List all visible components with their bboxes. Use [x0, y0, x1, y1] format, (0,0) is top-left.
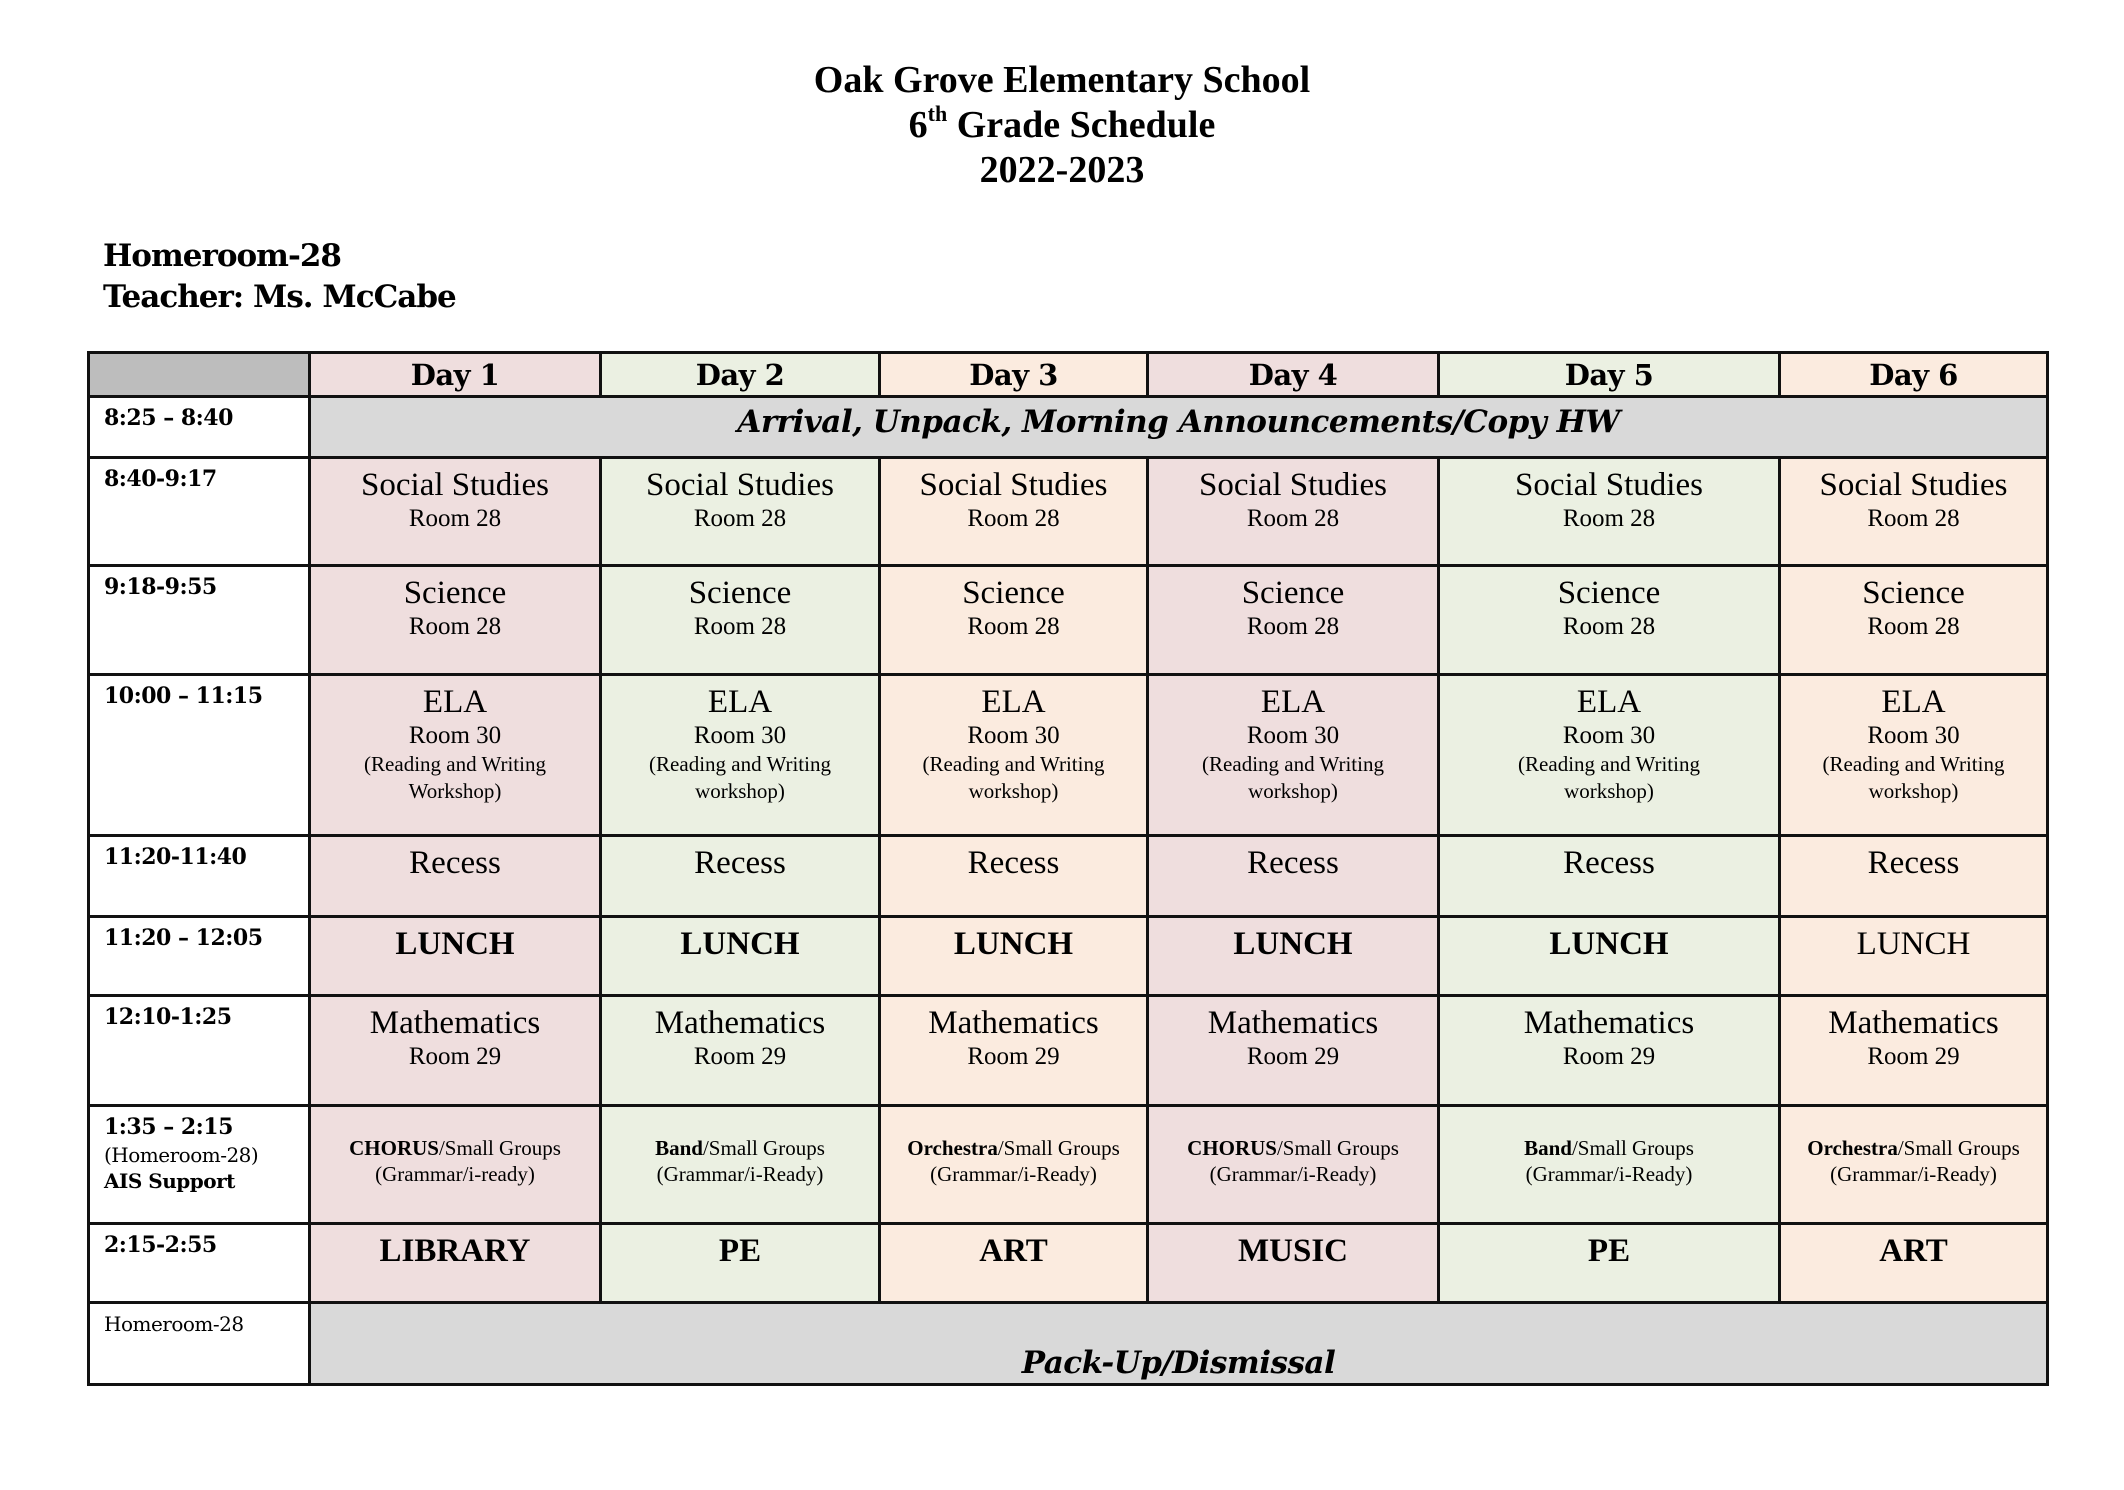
time-math: 12:10-1:25 [89, 996, 310, 1106]
time-dismissal: Homeroom-28 [89, 1303, 310, 1385]
ela-cell [310, 675, 601, 836]
small-groups-cell [880, 1106, 1148, 1224]
room: Room 29 [693, 1043, 787, 1070]
subject: Social Studies [1199, 467, 1387, 503]
room: Room 29 [1562, 1043, 1656, 1070]
lunch-cell [1780, 917, 2048, 996]
small-groups-line1 [602, 1107, 878, 1161]
time-recess: 11:20-11:40 [89, 836, 310, 917]
room: Room 28 [693, 613, 787, 640]
day-4-header: Day 4 [1148, 353, 1439, 397]
subject: Science [688, 575, 792, 611]
small-groups-text: /Small Groups [702, 1136, 825, 1160]
ela-cell [1439, 675, 1780, 836]
room: Room 28 [1867, 505, 1960, 532]
small-groups-cell [1148, 1106, 1439, 1224]
document-title [0, 58, 2124, 193]
subject: Science [403, 575, 507, 611]
specials-row [89, 1224, 2048, 1303]
science-cell [1148, 566, 1439, 675]
ensemble: CHORUS [1187, 1136, 1277, 1160]
subject: Science [1241, 575, 1345, 611]
room: Room 28 [1562, 613, 1656, 640]
subject: Recess [1247, 845, 1339, 881]
small-groups-line2: (Grammar/i-Ready) [1209, 1162, 1377, 1186]
grade-number: 6 [908, 104, 928, 146]
ensemble: Orchestra [907, 1136, 998, 1160]
lunch-cell [310, 917, 601, 996]
dismissal-banner: Pack-Up/Dismissal [310, 1303, 2048, 1385]
subject: Social Studies [1819, 467, 2008, 503]
school-name: Oak Grove Elementary School [813, 59, 1311, 101]
subject: Social Studies [646, 467, 834, 503]
ela-note: (Reading and Writing [364, 752, 546, 776]
room: Room 28 [1562, 505, 1656, 532]
time-science: 9:18-9:55 [89, 566, 310, 675]
small-groups-line1 [1440, 1107, 1778, 1161]
small-groups-text: /Small Groups [997, 1136, 1120, 1160]
time-social-studies: 8:40-9:17 [89, 458, 310, 566]
subject: Science [962, 575, 1065, 611]
recess-cell [1148, 836, 1439, 917]
room: Room 30 [967, 722, 1060, 749]
special-cell [1439, 1224, 1780, 1303]
subject: ELA [1576, 684, 1642, 720]
science-cell [1780, 566, 2048, 675]
subject: Social Studies [919, 467, 1108, 503]
ela-row [89, 675, 2048, 836]
social-studies-cell [310, 458, 601, 566]
special-cell [1148, 1224, 1439, 1303]
subject: LUNCH [1233, 926, 1353, 962]
ela-cell [1148, 675, 1439, 836]
math-row [89, 996, 2048, 1106]
social-studies-cell [1780, 458, 2048, 566]
math-cell [1148, 996, 1439, 1106]
subject: Mathematics [369, 1005, 541, 1041]
subject: Recess [1563, 845, 1655, 881]
ela-note: workshop) [1868, 779, 1959, 803]
small-groups-line1 [1149, 1107, 1437, 1161]
ela-note: (Reading and Writing [1202, 752, 1384, 776]
subject: Recess [694, 845, 786, 881]
room: Room 28 [408, 613, 502, 640]
subject: LUNCH [395, 926, 515, 962]
small-groups-line1 [1781, 1107, 2046, 1161]
subject: Mathematics [654, 1005, 826, 1041]
subject: Mathematics [1828, 1005, 1999, 1041]
room: Room 28 [1246, 505, 1340, 532]
recess-cell [1439, 836, 1780, 917]
math-cell [1780, 996, 2048, 1106]
ela-cell [1780, 675, 2048, 836]
ela-note: (Reading and Writing [922, 752, 1105, 776]
ensemble: Band [1524, 1136, 1572, 1160]
special-cell [310, 1224, 601, 1303]
subject: Social Studies [1515, 467, 1703, 503]
small-groups-cell [601, 1106, 880, 1224]
ela-note: (Reading and Writing [1822, 752, 2005, 776]
lunch-row [89, 917, 2048, 996]
arrival-banner: Arrival, Unpack, Morning Announcements/Copy HW [310, 397, 2048, 458]
grade-suffix: th [927, 101, 948, 127]
grade-schedule-title [0, 103, 2124, 148]
subject: LUNCH [680, 926, 800, 962]
social-studies-row [89, 458, 2048, 566]
small-groups-line1 [311, 1107, 599, 1161]
math-cell [310, 996, 601, 1106]
time-ela: 10:00 – 11:15 [89, 675, 310, 836]
small-groups-line2: (Grammar/i-Ready) [1525, 1162, 1693, 1186]
dismissal-row [89, 1303, 2048, 1385]
subject: Recess [967, 845, 1060, 881]
special-cell [880, 1224, 1148, 1303]
science-row [89, 566, 2048, 675]
subject: Recess [409, 845, 501, 881]
room: Room 30 [1562, 722, 1656, 749]
room: Room 28 [693, 505, 787, 532]
subject: Mathematics [928, 1005, 1099, 1041]
subject: Science [1862, 575, 1965, 611]
grade-rest: Grade Schedule [947, 104, 1216, 146]
special-subject: PE [1587, 1233, 1631, 1269]
time-lunch: 11:20 – 12:05 [89, 917, 310, 996]
special-cell [601, 1224, 880, 1303]
small-groups-line2: (Grammar/i-Ready) [930, 1162, 1097, 1186]
lunch-cell [1439, 917, 1780, 996]
time-arrival: 8:25 – 8:40 [89, 397, 310, 458]
social-studies-cell [1148, 458, 1439, 566]
subject: Mathematics [1523, 1005, 1695, 1041]
small-groups-cell [1780, 1106, 2048, 1224]
subject: Science [1557, 575, 1661, 611]
ais-support-row [89, 1106, 2048, 1224]
ensemble: Band [655, 1136, 703, 1160]
subject: ELA [981, 684, 1046, 720]
room: Room 30 [693, 722, 787, 749]
small-groups-text: /Small Groups [1276, 1136, 1399, 1160]
special-subject: ART [1879, 1233, 1948, 1269]
science-cell [880, 566, 1148, 675]
school-year: 2022-2023 [979, 149, 1145, 191]
recess-cell [310, 836, 601, 917]
day-3-header: Day 3 [880, 353, 1148, 397]
room: Room 29 [1867, 1043, 1960, 1070]
ais-label: AIS Support [104, 1169, 235, 1193]
ela-cell [880, 675, 1148, 836]
science-cell [1439, 566, 1780, 675]
day-1-header: Day 1 [310, 353, 601, 397]
small-groups-line2: (Grammar/i-Ready) [656, 1162, 824, 1186]
ela-cell [601, 675, 880, 836]
room: Room 30 [1867, 722, 1960, 749]
special-cell [1780, 1224, 2048, 1303]
special-subject: PE [718, 1233, 762, 1269]
small-groups-cell [310, 1106, 601, 1224]
subject: Recess [1867, 845, 1960, 881]
math-cell [880, 996, 1148, 1106]
ela-note: workshop) [968, 779, 1059, 803]
small-groups-line2: (Grammar/i-ready) [375, 1162, 535, 1186]
ensemble: CHORUS [349, 1136, 439, 1160]
ais-homeroom: (Homeroom-28) [104, 1143, 259, 1167]
ensemble: Orchestra [1807, 1136, 1898, 1160]
room: Room 29 [408, 1043, 502, 1070]
subject: ELA [422, 684, 488, 720]
special-subject: MUSIC [1237, 1233, 1348, 1269]
room: Room 28 [967, 613, 1060, 640]
social-studies-cell [1439, 458, 1780, 566]
small-groups-line2: (Grammar/i-Ready) [1830, 1162, 1997, 1186]
ela-note: Workshop) [408, 779, 502, 803]
day-header-row [89, 353, 2048, 397]
room: Room 30 [408, 722, 502, 749]
room: Room 29 [1246, 1043, 1340, 1070]
subject: LUNCH [1856, 926, 1971, 962]
science-cell [310, 566, 601, 675]
recess-cell [1780, 836, 2048, 917]
ela-note: workshop) [1564, 779, 1654, 803]
small-groups-line1 [881, 1107, 1146, 1161]
small-groups-text: /Small Groups [1571, 1136, 1694, 1160]
recess-cell [601, 836, 880, 917]
subject: Social Studies [361, 467, 549, 503]
schedule-table [87, 351, 2049, 1386]
homeroom-info [103, 236, 456, 318]
ela-note: workshop) [1248, 779, 1338, 803]
recess-cell [880, 836, 1148, 917]
day-2-header: Day 2 [601, 353, 880, 397]
room: Room 28 [967, 505, 1060, 532]
social-studies-cell [880, 458, 1148, 566]
subject: ELA [1881, 684, 1946, 720]
special-subject: ART [979, 1233, 1048, 1269]
day-6-header: Day 6 [1780, 353, 2048, 397]
subject: ELA [707, 684, 773, 720]
lunch-cell [880, 917, 1148, 996]
science-cell [601, 566, 880, 675]
room: Room 29 [967, 1043, 1060, 1070]
math-cell [1439, 996, 1780, 1106]
homeroom-label: Homeroom-28 [103, 238, 341, 274]
small-groups-cell [1439, 1106, 1780, 1224]
small-groups-text: /Small Groups [438, 1136, 561, 1160]
arrival-row [89, 397, 2048, 458]
subject: ELA [1260, 684, 1326, 720]
room: Room 30 [1246, 722, 1340, 749]
time-ais-support [89, 1106, 310, 1224]
subject: LUNCH [1549, 926, 1669, 962]
lunch-cell [1148, 917, 1439, 996]
corner-cell [89, 353, 310, 397]
day-5-header: Day 5 [1439, 353, 1780, 397]
social-studies-cell [601, 458, 880, 566]
room: Room 28 [408, 505, 502, 532]
ela-note: workshop) [695, 779, 785, 803]
room: Room 28 [1867, 613, 1960, 640]
lunch-cell [601, 917, 880, 996]
room: Room 28 [1246, 613, 1340, 640]
time-specials: 2:15-2:55 [89, 1224, 310, 1303]
ela-note: (Reading and Writing [649, 752, 831, 776]
small-groups-text: /Small Groups [1897, 1136, 2020, 1160]
ais-time: 1:35 – 2:15 [104, 1114, 233, 1140]
special-subject: LIBRARY [379, 1233, 531, 1269]
ela-note: (Reading and Writing [1518, 752, 1700, 776]
teacher-label: Teacher: Ms. McCabe [103, 279, 456, 315]
math-cell [601, 996, 880, 1106]
subject: Mathematics [1207, 1005, 1379, 1041]
subject: LUNCH [953, 926, 1074, 962]
recess-row [89, 836, 2048, 917]
